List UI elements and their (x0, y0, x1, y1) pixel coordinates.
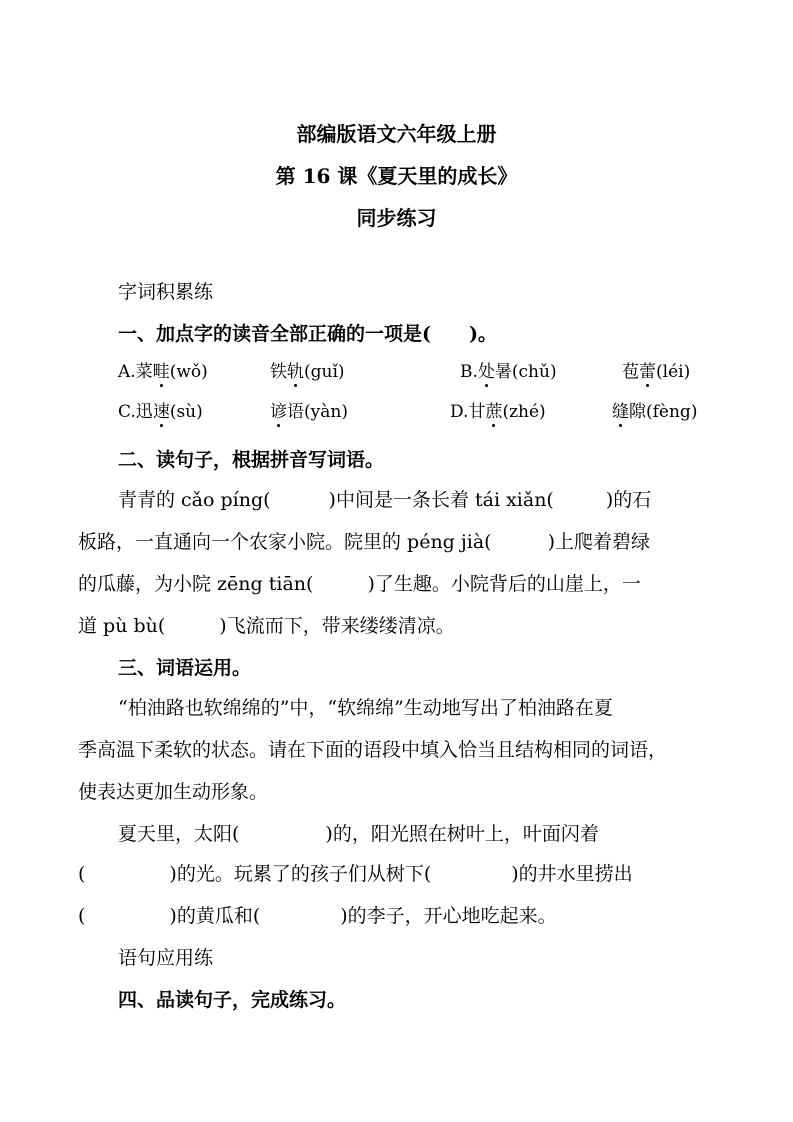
q2-paragraph-line: 板路，一直通向一个农家小院。院里的 péng jià( )上爬着碧绿 (78, 531, 651, 553)
option-b-1: B.处暑(chǔ) (460, 362, 557, 382)
dotted-char: 缝 (612, 402, 629, 422)
q3-fill-line: ( )的黄瓜和( )的李子，开心地吃起来。 (78, 905, 557, 927)
doc-title-grade: 部编版语文六年级上册 (296, 122, 497, 146)
q2-paragraph-line: 道 pù bù( )飞流而下，带来缕缕清凉。 (78, 615, 455, 637)
option-c-1: C.迅速(sù) (118, 402, 203, 422)
dotted-char: 谚 (270, 402, 287, 422)
dotted-char: 蕾 (639, 362, 656, 382)
q3-fill-line: ( )的光。玩累了的孩子们从树下( )的井水里捞出 (78, 863, 633, 885)
option-d-2: 缝隙(fèng) (612, 402, 698, 422)
q2-paragraph-line: 的瓜藤，为小院 zēng tiān( )了生趣。小院背后的山崖上，一 (78, 573, 641, 595)
q2-paragraph-line: 青青的 cǎo píng( )中间是一条长着 tái xiǎn( )的石 (118, 489, 652, 511)
q3-fill-line: 夏天里，太阳( )的，阳光照在树叶上，叶面闪着 (118, 823, 599, 845)
section-heading-sentences: 语句应用练 (118, 947, 214, 969)
option-c-2: 谚语(yàn) (270, 402, 348, 422)
option-b-2: 苞蕾(léi) (622, 362, 691, 382)
question-2-stem: 二、读句子，根据拼音写词语。 (118, 449, 385, 471)
option-d-1: D.甘蔗(zhé) (450, 402, 546, 422)
dotted-char: 蔗 (485, 402, 503, 422)
section-heading-vocab: 字词积累练 (118, 281, 214, 303)
q3-text-line: 使表达更加生动形象。 (78, 781, 269, 803)
doc-title-lesson: 第 16 课《夏天里的成长》 (275, 164, 518, 188)
dotted-char: 轨 (287, 362, 304, 382)
question-4-stem: 四、品读句子，完成练习。 (118, 989, 347, 1011)
option-a-2: 铁轨(guǐ) (270, 362, 345, 382)
q3-text-line: “柏油路也软绵绵的”中，“软绵绵”生动地写出了柏油路在夏 (118, 697, 613, 719)
question-1-stem: 一、加点字的读音全部正确的一项是( )。 (118, 323, 497, 345)
dotted-char: 处 (477, 362, 495, 382)
option-a-1: A.菜畦(wǒ) (118, 362, 208, 382)
question-3-stem: 三、词语运用。 (118, 657, 252, 679)
dotted-char: 畦 (152, 362, 170, 382)
doc-title-exercise: 同步练习 (356, 206, 437, 230)
dotted-char: 速 (152, 402, 170, 422)
q3-text-line: 季高温下柔软的状态。请在下面的语段中填入恰当且结构相同的词语， (78, 739, 668, 761)
